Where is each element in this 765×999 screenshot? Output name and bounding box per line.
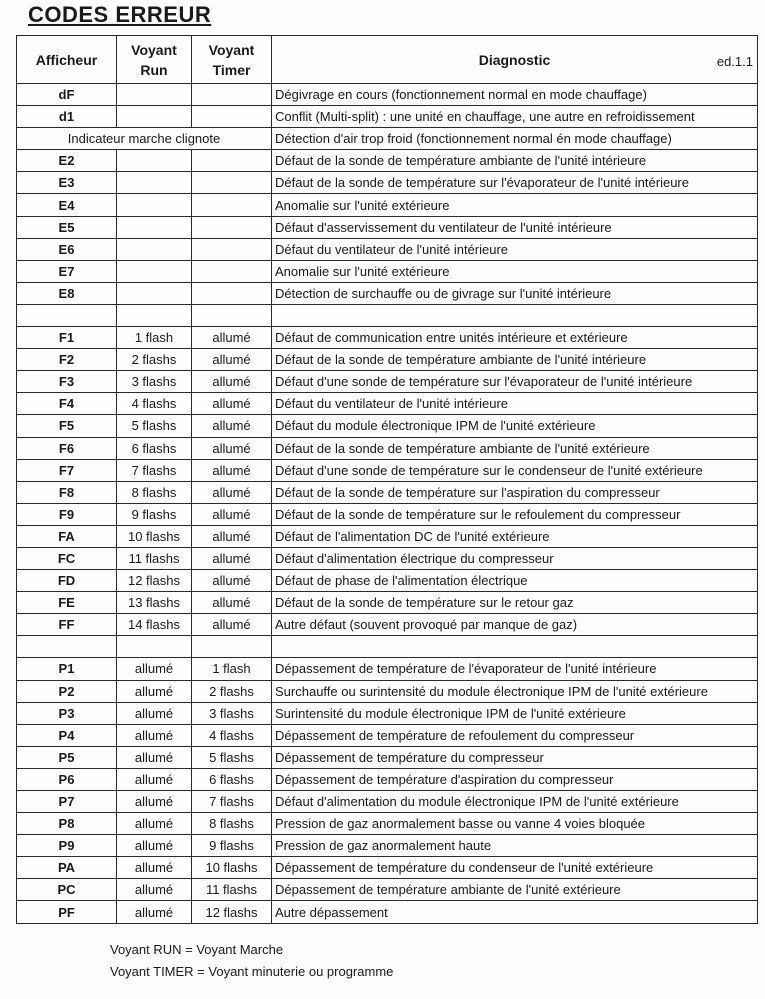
run-cell: allumé <box>117 768 192 790</box>
diagnostic-cell: Conflit (Multi-split) : une unité en chauffage, une autre en refroidissement <box>272 106 758 128</box>
code-cell: F8 <box>17 481 117 503</box>
empty-cell <box>17 304 117 326</box>
indicator-cell: Indicateur marche clignote <box>17 128 272 150</box>
timer-cell: allumé <box>192 525 272 547</box>
table-row <box>17 349 758 371</box>
diagnostic-cell: Pression de gaz anormalement basse ou vanne 4 voies bloquée <box>272 813 758 835</box>
run-cell: allumé <box>117 879 192 901</box>
table-row <box>17 525 758 547</box>
empty-cell <box>117 636 192 658</box>
code-cell: F5 <box>17 415 117 437</box>
run-cell: 14 flashs <box>117 614 192 636</box>
run-cell: 12 flashs <box>117 570 192 592</box>
diagnostic-cell: Défaut d'asservissement du ventilateur de l'unité intérieure <box>272 216 758 238</box>
run-cell: allumé <box>117 746 192 768</box>
diagnostic-cell: Défaut d'alimentation du module électronique IPM de l'unité extérieure <box>272 791 758 813</box>
code-cell: P5 <box>17 746 117 768</box>
diagnostic-cell: Défaut d'une sonde de température sur le condenseur de l'unité extérieure <box>272 459 758 481</box>
table-row <box>17 813 758 835</box>
code-cell: F9 <box>17 503 117 525</box>
timer-cell: 12 flashs <box>192 901 272 923</box>
diagnostic-cell: Défaut de la sonde de température ambiante de l'unité intérieure <box>272 150 758 172</box>
timer-cell: allumé <box>192 547 272 569</box>
table-row <box>17 547 758 569</box>
diagnostic-cell: Dépassement de température d'aspiration du compresseur <box>272 768 758 790</box>
code-cell: dF <box>17 84 117 106</box>
empty-cell <box>272 636 758 658</box>
table-spacer-row <box>17 304 758 326</box>
run-cell <box>117 172 192 194</box>
table-row <box>17 702 758 724</box>
page-title: CODES ERREUR <box>28 2 212 27</box>
timer-cell: 7 flashs <box>192 791 272 813</box>
code-cell: F4 <box>17 393 117 415</box>
code-cell: E8 <box>17 282 117 304</box>
code-cell: PC <box>17 879 117 901</box>
table-row <box>17 746 758 768</box>
timer-cell: 1 flash <box>192 658 272 680</box>
diagnostic-cell: Défaut de la sonde de température sur l'évaporateur de l'unité intérieure <box>272 172 758 194</box>
run-cell: 11 flashs <box>117 547 192 569</box>
run-cell: 3 flashs <box>117 371 192 393</box>
code-cell: P2 <box>17 680 117 702</box>
diagnostic-cell: Dépassement de température du condenseur de l'unité extérieure <box>272 857 758 879</box>
code-cell: PA <box>17 857 117 879</box>
diagnostic-cell: Pression de gaz anormalement haute <box>272 835 758 857</box>
header-voyant-run <box>117 36 192 84</box>
timer-cell: allumé <box>192 349 272 371</box>
table-row <box>17 260 758 282</box>
table-row <box>17 194 758 216</box>
run-cell: allumé <box>117 857 192 879</box>
table-row <box>17 437 758 459</box>
error-codes-table <box>16 35 758 924</box>
run-cell <box>117 282 192 304</box>
timer-cell: allumé <box>192 481 272 503</box>
table-row <box>17 503 758 525</box>
table-row <box>17 835 758 857</box>
run-cell: 1 flash <box>117 327 192 349</box>
timer-cell: 10 flashs <box>192 857 272 879</box>
run-cell: allumé <box>117 791 192 813</box>
timer-cell: allumé <box>192 371 272 393</box>
code-cell: FF <box>17 614 117 636</box>
diagnostic-cell: Surchauffe ou surintensité du module électronique IPM de l'unité extérieure <box>272 680 758 702</box>
diagnostic-cell: Autre défaut (souvent provoqué par manque de gaz) <box>272 614 758 636</box>
run-cell: allumé <box>117 835 192 857</box>
timer-cell: allumé <box>192 437 272 459</box>
timer-cell: allumé <box>192 327 272 349</box>
diagnostic-cell: Défaut du module électronique IPM de l'unité extérieure <box>272 415 758 437</box>
run-cell: 7 flashs <box>117 459 192 481</box>
table-row <box>17 128 758 150</box>
run-cell: 9 flashs <box>117 503 192 525</box>
code-cell: E5 <box>17 216 117 238</box>
code-cell: P6 <box>17 768 117 790</box>
empty-cell <box>117 304 192 326</box>
run-cell: allumé <box>117 901 192 923</box>
table-row <box>17 150 758 172</box>
run-cell <box>117 150 192 172</box>
code-cell: F6 <box>17 437 117 459</box>
run-cell: allumé <box>117 813 192 835</box>
edition-label: ed.1.1 <box>716 54 753 69</box>
diagnostic-cell: Défaut de la sonde de température ambiante de l'unité intérieure <box>272 349 758 371</box>
run-cell: 13 flashs <box>117 592 192 614</box>
header-diagnostic <box>272 36 758 84</box>
code-cell: FA <box>17 525 117 547</box>
empty-cell <box>192 304 272 326</box>
header-run-line2: Run <box>140 61 168 78</box>
run-cell <box>117 260 192 282</box>
run-cell <box>117 194 192 216</box>
timer-cell: allumé <box>192 614 272 636</box>
timer-cell: 11 flashs <box>192 879 272 901</box>
timer-cell: 2 flashs <box>192 680 272 702</box>
table-header-row <box>17 36 758 84</box>
table-spacer-row <box>17 636 758 658</box>
diagnostic-cell: Défaut de phase de l'alimentation électrique <box>272 570 758 592</box>
table-row <box>17 415 758 437</box>
run-cell: 4 flashs <box>117 393 192 415</box>
table-row <box>17 459 758 481</box>
code-cell: F2 <box>17 349 117 371</box>
header-diagnostic-label: Diagnostic <box>478 51 551 68</box>
run-cell: allumé <box>117 658 192 680</box>
diagnostic-cell: Dégivrage en cours (fonctionnement normal en mode chauffage) <box>272 84 758 106</box>
header-run-line1: Voyant <box>131 41 177 58</box>
diagnostic-cell: Dépassement de température de refoulement du compresseur <box>272 724 758 746</box>
run-cell: 8 flashs <box>117 481 192 503</box>
diagnostic-cell: Défaut de la sonde de température sur l'aspiration du compresseur <box>272 481 758 503</box>
code-cell: E4 <box>17 194 117 216</box>
timer-cell <box>192 282 272 304</box>
run-cell <box>117 106 192 128</box>
timer-cell: 9 flashs <box>192 835 272 857</box>
table-row <box>17 172 758 194</box>
timer-cell <box>192 216 272 238</box>
timer-cell: 3 flashs <box>192 702 272 724</box>
table-row <box>17 592 758 614</box>
empty-cell <box>17 636 117 658</box>
empty-cell <box>272 304 758 326</box>
table-row <box>17 327 758 349</box>
timer-cell: allumé <box>192 393 272 415</box>
table-row <box>17 393 758 415</box>
diagnostic-cell: Dépassement de température de l'évaporateur de l'unité intérieure <box>272 658 758 680</box>
run-cell <box>117 216 192 238</box>
table-row <box>17 879 758 901</box>
code-cell: FC <box>17 547 117 569</box>
header-afficheur: Afficheur <box>17 36 117 84</box>
table-body <box>17 84 758 924</box>
code-cell: F7 <box>17 459 117 481</box>
diagnostic-cell: Défaut d'une sonde de température sur l'évaporateur de l'unité intérieure <box>272 371 758 393</box>
code-cell: P9 <box>17 835 117 857</box>
diagnostic-cell: Défaut de la sonde de température sur le retour gaz <box>272 592 758 614</box>
code-cell: E6 <box>17 238 117 260</box>
code-cell: E7 <box>17 260 117 282</box>
code-cell: P4 <box>17 724 117 746</box>
table-row <box>17 614 758 636</box>
note-timer: Voyant TIMER = Voyant minuterie ou programme <box>110 964 394 979</box>
code-cell: P7 <box>17 791 117 813</box>
header-timer-line2: Timer <box>212 61 251 78</box>
timer-cell: 8 flashs <box>192 813 272 835</box>
diagnostic-cell: Défaut d'alimentation électrique du compresseur <box>272 547 758 569</box>
timer-cell: allumé <box>192 570 272 592</box>
code-cell: F3 <box>17 371 117 393</box>
header-voyant-timer <box>192 36 272 84</box>
table-row <box>17 282 758 304</box>
run-cell <box>117 84 192 106</box>
timer-cell <box>192 106 272 128</box>
table-row <box>17 857 758 879</box>
code-cell: P3 <box>17 702 117 724</box>
table-row <box>17 570 758 592</box>
code-cell: PF <box>17 901 117 923</box>
code-cell: FD <box>17 570 117 592</box>
diagnostic-cell: Défaut du ventilateur de l'unité intérieure <box>272 238 758 260</box>
code-cell: d1 <box>17 106 117 128</box>
timer-cell: 6 flashs <box>192 768 272 790</box>
table-row <box>17 238 758 260</box>
diagnostic-cell: Défaut de la sonde de température ambiante de l'unité extérieure <box>272 437 758 459</box>
diagnostic-cell: Défaut de communication entre unités intérieure et extérieure <box>272 327 758 349</box>
run-cell <box>117 238 192 260</box>
diagnostic-cell: Défaut de l'alimentation DC de l'unité extérieure <box>272 525 758 547</box>
diagnostic-cell: Détection de surchauffe ou de givrage sur l'unité intérieure <box>272 282 758 304</box>
diagnostic-cell: Anomalie sur l'unité extérieure <box>272 194 758 216</box>
diagnostic-cell: Surintensité du module électronique IPM de l'unité extérieure <box>272 702 758 724</box>
header-timer-line1: Voyant <box>208 41 255 58</box>
timer-cell <box>192 150 272 172</box>
code-cell: F1 <box>17 327 117 349</box>
table-row <box>17 680 758 702</box>
run-cell: allumé <box>117 680 192 702</box>
diagnostic-cell: Autre dépassement <box>272 901 758 923</box>
code-cell: FE <box>17 592 117 614</box>
diagnostic-cell: Dépassement de température ambiante de l'unité extérieure <box>272 879 758 901</box>
timer-cell <box>192 260 272 282</box>
timer-cell <box>192 194 272 216</box>
timer-cell: allumé <box>192 592 272 614</box>
timer-cell <box>192 84 272 106</box>
code-cell: P1 <box>17 658 117 680</box>
run-cell: 6 flashs <box>117 437 192 459</box>
table-row <box>17 658 758 680</box>
timer-cell <box>192 172 272 194</box>
timer-cell: 4 flashs <box>192 724 272 746</box>
run-cell: 5 flashs <box>117 415 192 437</box>
run-cell: 2 flashs <box>117 349 192 371</box>
run-cell: allumé <box>117 702 192 724</box>
table-row <box>17 106 758 128</box>
table-row <box>17 768 758 790</box>
diagnostic-cell: Détection d'air trop froid (fonctionnement normal én mode chauffage) <box>272 128 758 150</box>
run-cell: 10 flashs <box>117 525 192 547</box>
timer-cell: allumé <box>192 459 272 481</box>
table-row <box>17 481 758 503</box>
diagnostic-cell: Dépassement de température du compresseur <box>272 746 758 768</box>
code-cell: E3 <box>17 172 117 194</box>
table-row <box>17 901 758 923</box>
timer-cell: allumé <box>192 415 272 437</box>
code-cell: E2 <box>17 150 117 172</box>
table-row <box>17 216 758 238</box>
diagnostic-cell: Défaut de la sonde de température sur le refoulement du compresseur <box>272 503 758 525</box>
diagnostic-cell: Anomalie sur l'unité extérieure <box>272 260 758 282</box>
table-row <box>17 791 758 813</box>
table-row <box>17 724 758 746</box>
table-row <box>17 84 758 106</box>
timer-cell <box>192 238 272 260</box>
note-run: Voyant RUN = Voyant Marche <box>110 942 284 957</box>
timer-cell: 5 flashs <box>192 746 272 768</box>
code-cell: P8 <box>17 813 117 835</box>
run-cell: allumé <box>117 724 192 746</box>
table-row <box>17 371 758 393</box>
diagnostic-cell: Défaut du ventilateur de l'unité intérieure <box>272 393 758 415</box>
empty-cell <box>192 636 272 658</box>
timer-cell: allumé <box>192 503 272 525</box>
